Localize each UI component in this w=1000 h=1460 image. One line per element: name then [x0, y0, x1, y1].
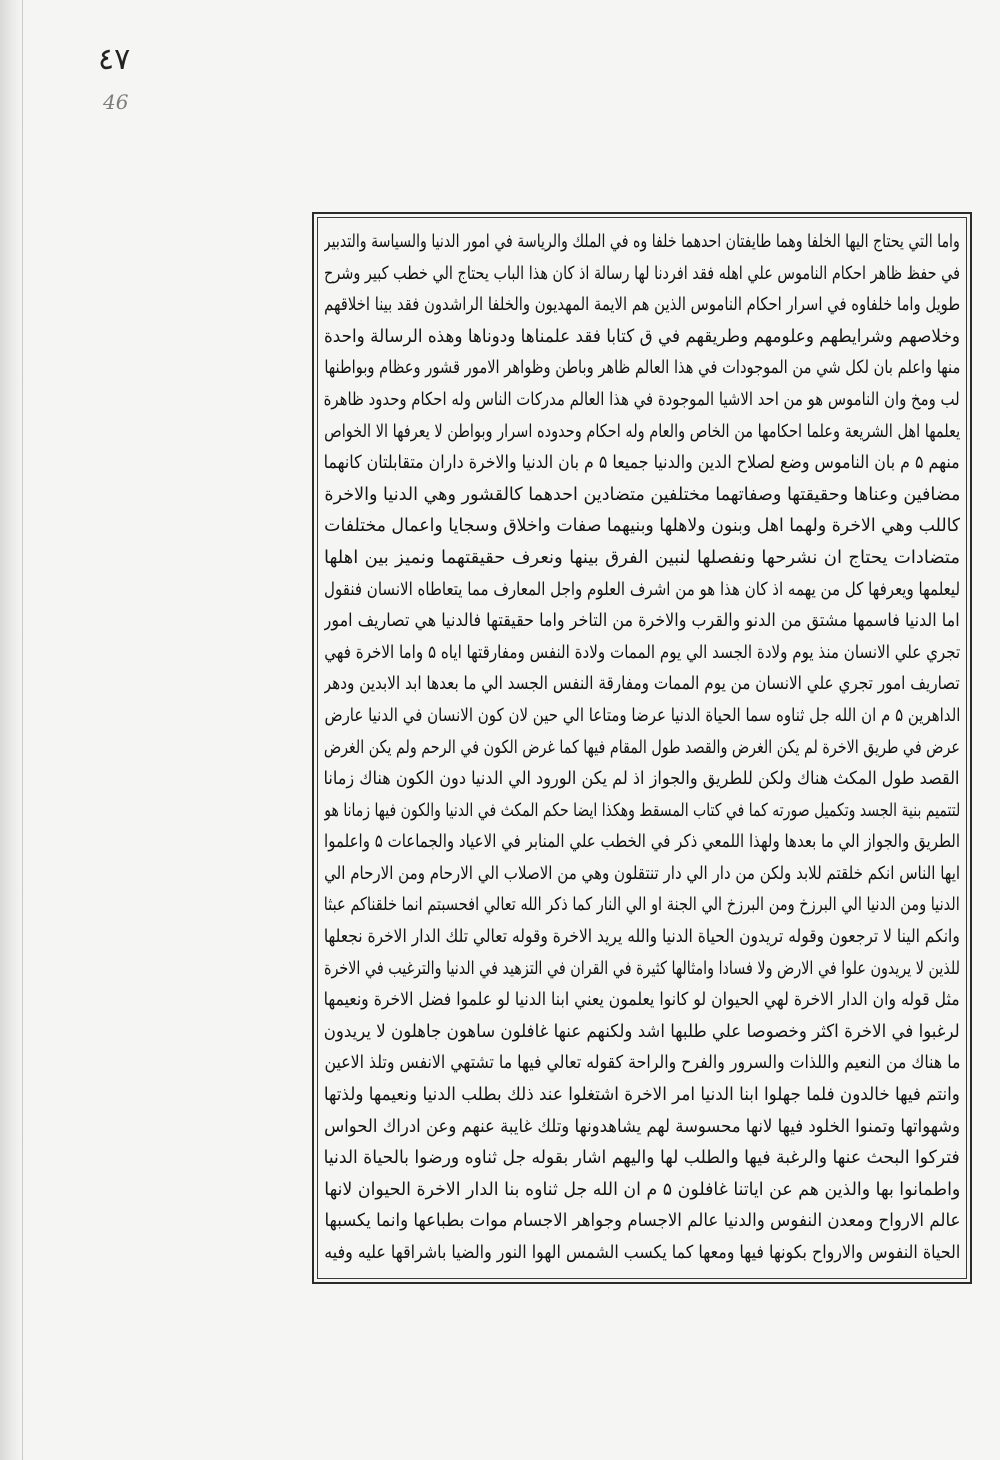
text-line	[324, 352, 960, 384]
text-line	[324, 574, 960, 606]
text-line	[324, 510, 960, 542]
text-line-content: كاللب وهي الاخرة ولهما اهل وبنون ولاهلها وبنيهما صفات واخلاق وسجايا واعمال مختلفات	[324, 515, 960, 537]
text-line	[324, 763, 960, 795]
text-line-content: للذين لا يريدون علوا في الارض ولا فسادا وامثالها كثيرة في القران في التزهيد في الدنيا والترغيب في الاخرة	[324, 957, 960, 979]
text-line-content: عرض في طريق الاخرة لم يكن الغرض والقصد طول المقام فيها كما غرض الكون في الرحم ولم يكن الغرض	[324, 736, 960, 758]
text-line-content: وانتم فيها خالدون فلما جهلوا ابنا الدنيا امر الاخرة اشتغلوا عند ذلك بطلب الدنيا ونعيمها ولذتها	[324, 1084, 960, 1106]
text-line-content: في حفظ ظاهر احكام الناموس علي اهله فقد افردنا لها رسالة اذ كان هذا الباب يحتاج الي خطب كبير وشرح	[324, 262, 960, 284]
text-line-content: متضادات يحتاج ان نشرحها ونفصلها لنبين الفرق بينها ونعرف حقيقتهما ونميز بين اهلها	[324, 546, 960, 568]
text-line	[324, 1079, 960, 1111]
text-line-content: عالم الارواح ومعدن النفوس والدنيا عالم الاجسام وجواهر الاجسام موات بطباعها وانما يكسبها	[324, 1210, 960, 1232]
text-line-content: ايها الناس انكم خلقتم للابد ولكن من دار الي دار تنتقلون وهي من الاصلاب الي الارحام ومن الارحام الي	[324, 862, 960, 884]
text-line-content: وانكم الينا لا ترجعون وقوله تريدون الحياة الدنيا والله يريد الاخرة وقوله تعالي تلك الدار الاخرة نجعلها	[324, 926, 960, 948]
text-line-content: لتتميم بنية الجسد وتكميل صورته كما في كتاب المسقط وهكذا ايضا حكم المكث في الدنيا والكون فيها زمانا هو	[324, 799, 960, 821]
text-line	[324, 1111, 960, 1143]
text-line-content: مثل قوله وان الدار الاخرة لهي الحيوان لو كانوا يعلمون يعني ابنا الدنيا لو علموا فضل الاخرة ونعيمها	[324, 989, 960, 1011]
text-line-content: واطمانوا بها والذين هم عن اياتنا غافلون ۵ م ان الله جل ثناوه بنا الدار الاخرة الحيوان لانها	[324, 1178, 960, 1200]
text-line	[324, 732, 960, 764]
text-line-content: وخلاصهم وشرايطهم وعلومهم وطريقهم في ق كتابا فقد علمناها ودوناها وهذه الرسالة واحدة	[324, 325, 960, 347]
pencil-page-number: 46	[103, 90, 129, 114]
text-line-content: الطريق والجواز الي ما بعدها ولهذا اللمعي ذكر في الخطب علي المنابر في الاعياد والجماعات ۵ واعلموا	[324, 831, 960, 853]
text-line-content: وشهواتها وتمنوا الخلود فيها لانها محسوسة لهم يشاهدونها وتلك غايبة عنهم وعن ادراك الحواس	[324, 1115, 960, 1137]
text-line	[324, 984, 960, 1016]
text-line-content: ما هناك من النعيم واللذات والسرور والفرح والراحة كقوله تعالي فيها ما تشتهي الانفس وتلذ الاعين	[324, 1052, 960, 1074]
text-line	[324, 289, 960, 321]
text-line	[324, 1016, 960, 1048]
text-line	[324, 384, 960, 416]
text-line-content: لب ومخ وان الناموس هو من احد الاشيا الموجودة في هذا العالم مدركات الناس وله احكام وحدود ظاهرة	[324, 388, 960, 410]
text-line	[324, 447, 960, 479]
text-line	[324, 795, 960, 827]
text-line	[324, 258, 960, 290]
text-line-content: الدنيا ومن الدنيا الي البرزخ ومن البرزخ الي الجنة او الي النار كما ذكر الله تعالي افحسبتم انما خلقناكم عبثا	[324, 894, 960, 916]
text-line	[324, 1142, 960, 1174]
text-line-content: الحياة النفوس والارواح بكونها فيها ومعها كما يكسب الشمس الهوا النور والضيا باشراقها عليه وفيه	[324, 1242, 960, 1263]
text-line	[324, 921, 960, 953]
text-line	[324, 605, 960, 637]
text-line	[324, 1205, 960, 1237]
text-line	[324, 1047, 960, 1079]
text-line	[324, 1174, 960, 1206]
manuscript-text-block	[324, 226, 960, 1269]
text-line-content: فتركوا البحث عنها والرغبة فيها والطلب لها واليهم اشار بقوله جل ثناوه ورضوا بالحياة الدنيا	[324, 1147, 960, 1169]
text-line	[324, 226, 960, 258]
text-line-content: واما التي يحتاج اليها الخلفا وهما طايفتان احدهما خلفا وه في الملك والرياسة في امور الدنيا والسياسة والتدبير	[324, 231, 960, 252]
text-line	[324, 542, 960, 574]
text-line	[324, 1237, 960, 1269]
text-line-content: ليعلمها ويعرفها كل من يهمه اذ كان هذا هو من اشرف العلوم واجل المعارف مما يتعاطاه الانسان فنقول	[324, 578, 960, 600]
text-line-content: القصد طول المكث هناك ولكن للطريق والجواز اذ لم يكن الورود الي الدنيا دون الكون هناك زمانا	[324, 768, 960, 790]
text-line	[324, 637, 960, 669]
page-edge-shadow	[0, 0, 23, 1460]
text-line-content: الداهرين ۵ م ان الله جل ثناوه سما الحياة الدنيا عرضا ومتاعا الي حين لان كون الانسان في الدنيا عارض	[324, 704, 960, 726]
text-line-content: تجري علي الانسان منذ يوم ولادة الجسد الي يوم الممات ولادة النفس ومفارقتها اياه ۵ واما الاخرة فهي	[324, 641, 960, 663]
text-line-content: منهم ۵ م بان الناموس وضع لصلاح الدين والدنيا جميعا ۵ م بان الدنيا والاخرة داران متقابلتان كانهما	[324, 452, 960, 474]
text-line	[324, 826, 960, 858]
folio-number: ٤٧	[98, 42, 131, 77]
text-line-content: اما الدنيا فاسمها مشتق من الدنو والقرب والاخرة من التاخر واما حقيقتها فالدنيا هي تصاريف امور	[324, 610, 960, 632]
text-line-content: منها واعلم بان لكل شي من الموجودات في هذا العالم ظاهر وباطن وظواهر الامور قشور وعظام وبواطنها	[324, 357, 960, 379]
text-line-content: طويل واما خلفاوه في اسرار احكام الناموس الذين هم الايمة المهديون والخلفا الراشدون فقد بينا اخلاقهم	[324, 294, 960, 316]
text-line-content: مضافين وعناها وحقيقتها وصفاتهما مختلفين متضادين احدهما كالقشور وهي الدنيا والاخرة	[324, 483, 960, 505]
text-line	[324, 889, 960, 921]
text-line	[324, 953, 960, 985]
text-line	[324, 321, 960, 353]
text-line-content: لرغبوا في الاخرة اكثر وخصوصا علي طلبها اشد ولكنهم عنها غافلون ساهون جاهلون لا يريدون	[324, 1020, 960, 1042]
text-line	[324, 479, 960, 511]
text-line	[324, 700, 960, 732]
text-line	[324, 416, 960, 448]
text-line-content: تصاريف امور تجري علي الانسان من يوم الممات ومفارقة النفس الجسد الي ما بعدها ابد الابدين ودهر	[324, 673, 960, 695]
text-line	[324, 668, 960, 700]
text-line-content: يعلمها اهل الشريعة وعلما احكامها من الخاص والعام وله احكام وحدوده اسرار وبواطن لا يعرفها الا الخواص	[324, 420, 960, 442]
text-line	[324, 858, 960, 890]
